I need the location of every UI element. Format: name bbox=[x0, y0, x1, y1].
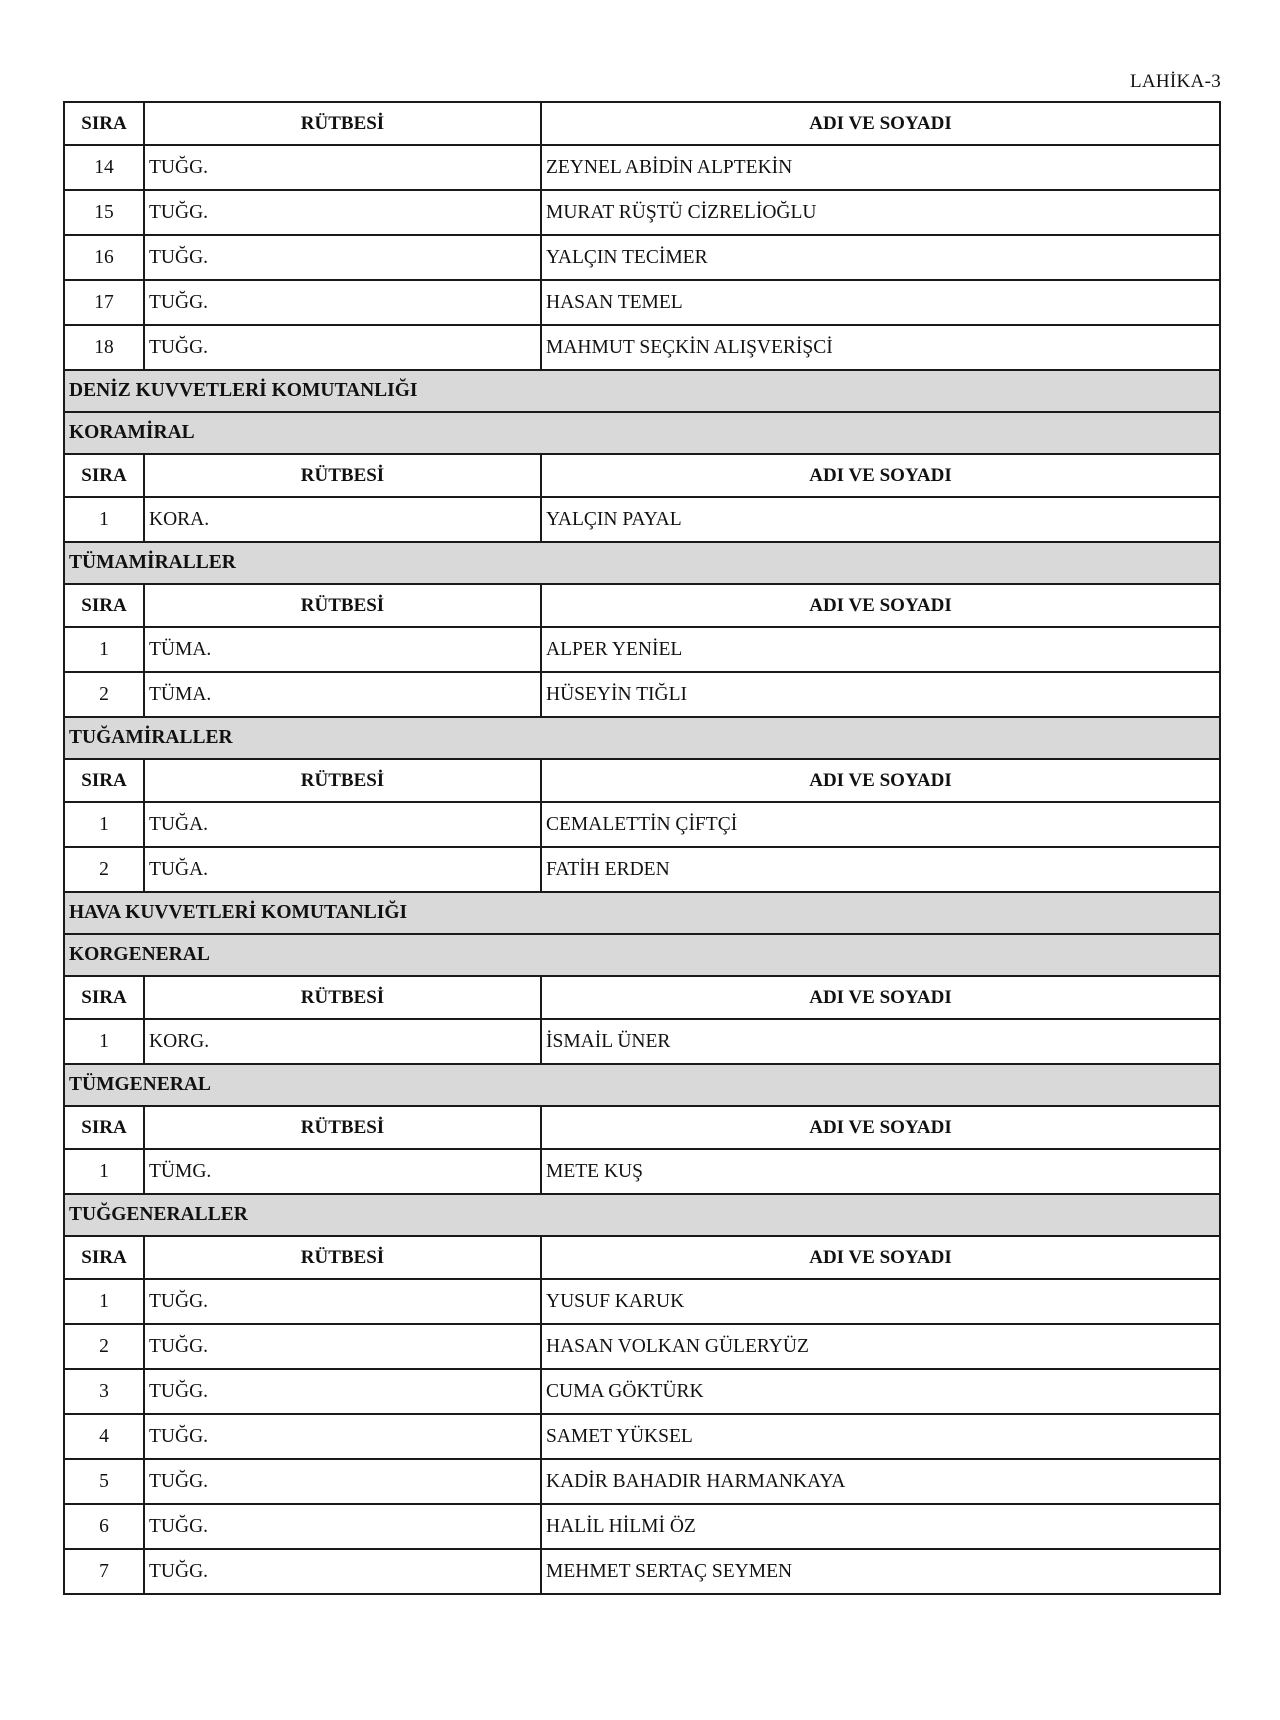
header-rutbe: RÜTBESİ bbox=[144, 1236, 541, 1279]
header-rutbe: RÜTBESİ bbox=[144, 584, 541, 627]
cell-rutbe: TUĞG. bbox=[144, 1549, 541, 1594]
table-row bbox=[64, 1369, 1220, 1414]
header-sira: SIRA bbox=[64, 976, 144, 1019]
header-sira: SIRA bbox=[64, 759, 144, 802]
roster-body bbox=[64, 102, 1220, 1594]
cell-adi-soyadi: HASAN VOLKAN GÜLERYÜZ bbox=[541, 1324, 1220, 1369]
cell-sira: 14 bbox=[64, 145, 144, 190]
table-header-row bbox=[64, 976, 1220, 1019]
table-header-row bbox=[64, 102, 1220, 145]
cell-adi-soyadi: MURAT RÜŞTÜ CİZRELİOĞLU bbox=[541, 190, 1220, 235]
cell-sira: 17 bbox=[64, 280, 144, 325]
header-adi-soyadi: ADI VE SOYADI bbox=[541, 1106, 1220, 1149]
cell-rutbe: TUĞG. bbox=[144, 190, 541, 235]
table-header-row bbox=[64, 454, 1220, 497]
cell-sira: 16 bbox=[64, 235, 144, 280]
header-sira: SIRA bbox=[64, 584, 144, 627]
cell-rutbe: TÜMA. bbox=[144, 627, 541, 672]
section-heading-row bbox=[64, 892, 1220, 934]
cell-rutbe: TUĞA. bbox=[144, 847, 541, 892]
header-sira: SIRA bbox=[64, 1106, 144, 1149]
cell-sira: 15 bbox=[64, 190, 144, 235]
table-row bbox=[64, 325, 1220, 370]
cell-sira: 7 bbox=[64, 1549, 144, 1594]
cell-adi-soyadi: SAMET YÜKSEL bbox=[541, 1414, 1220, 1459]
section-heading: KORAMİRAL bbox=[64, 412, 1220, 454]
cell-adi-soyadi: CEMALETTİN ÇİFTÇİ bbox=[541, 802, 1220, 847]
header-adi-soyadi: ADI VE SOYADI bbox=[541, 1236, 1220, 1279]
header-adi-soyadi: ADI VE SOYADI bbox=[541, 584, 1220, 627]
cell-adi-soyadi: CUMA GÖKTÜRK bbox=[541, 1369, 1220, 1414]
table-row bbox=[64, 190, 1220, 235]
cell-rutbe: KORG. bbox=[144, 1019, 541, 1064]
header-rutbe: RÜTBESİ bbox=[144, 102, 541, 145]
cell-sira: 5 bbox=[64, 1459, 144, 1504]
header-sira: SIRA bbox=[64, 1236, 144, 1279]
header-adi-soyadi: ADI VE SOYADI bbox=[541, 759, 1220, 802]
cell-rutbe: TUĞG. bbox=[144, 1369, 541, 1414]
section-heading: TÜMGENERAL bbox=[64, 1064, 1220, 1106]
section-heading: DENİZ KUVVETLERİ KOMUTANLIĞI bbox=[64, 370, 1220, 412]
cell-rutbe: TUĞG. bbox=[144, 1414, 541, 1459]
section-heading-row bbox=[64, 412, 1220, 454]
cell-rutbe: KORA. bbox=[144, 497, 541, 542]
cell-adi-soyadi: HASAN TEMEL bbox=[541, 280, 1220, 325]
cell-rutbe: TÜMA. bbox=[144, 672, 541, 717]
table-row bbox=[64, 672, 1220, 717]
table-row bbox=[64, 1019, 1220, 1064]
header-rutbe: RÜTBESİ bbox=[144, 759, 541, 802]
table-row bbox=[64, 1549, 1220, 1594]
section-heading-row bbox=[64, 370, 1220, 412]
cell-sira: 18 bbox=[64, 325, 144, 370]
table-row bbox=[64, 1324, 1220, 1369]
cell-adi-soyadi: MEHMET SERTAÇ SEYMEN bbox=[541, 1549, 1220, 1594]
table-row bbox=[64, 802, 1220, 847]
section-heading-row bbox=[64, 1064, 1220, 1106]
cell-adi-soyadi: METE KUŞ bbox=[541, 1149, 1220, 1194]
table-header-row bbox=[64, 584, 1220, 627]
cell-adi-soyadi: YUSUF KARUK bbox=[541, 1279, 1220, 1324]
cell-rutbe: TUĞA. bbox=[144, 802, 541, 847]
section-heading: HAVA KUVVETLERİ KOMUTANLIĞI bbox=[64, 892, 1220, 934]
table-header-row bbox=[64, 759, 1220, 802]
cell-rutbe: TUĞG. bbox=[144, 1324, 541, 1369]
section-heading-row bbox=[64, 1194, 1220, 1236]
table-row bbox=[64, 497, 1220, 542]
table-row bbox=[64, 280, 1220, 325]
header-adi-soyadi: ADI VE SOYADI bbox=[541, 102, 1220, 145]
cell-sira: 1 bbox=[64, 627, 144, 672]
cell-sira: 3 bbox=[64, 1369, 144, 1414]
table-row bbox=[64, 1279, 1220, 1324]
cell-rutbe: TUĞG. bbox=[144, 1504, 541, 1549]
cell-adi-soyadi: MAHMUT SEÇKİN ALIŞVERİŞCİ bbox=[541, 325, 1220, 370]
cell-rutbe: TUĞG. bbox=[144, 1459, 541, 1504]
section-heading: TÜMAMİRALLER bbox=[64, 542, 1220, 584]
cell-adi-soyadi: FATİH ERDEN bbox=[541, 847, 1220, 892]
header-adi-soyadi: ADI VE SOYADI bbox=[541, 454, 1220, 497]
header-rutbe: RÜTBESİ bbox=[144, 976, 541, 1019]
cell-sira: 1 bbox=[64, 1149, 144, 1194]
cell-sira: 2 bbox=[64, 1324, 144, 1369]
cell-sira: 6 bbox=[64, 1504, 144, 1549]
table-header-row bbox=[64, 1106, 1220, 1149]
section-heading: TUĞGENERALLER bbox=[64, 1194, 1220, 1236]
cell-rutbe: TÜMG. bbox=[144, 1149, 541, 1194]
cell-rutbe: TUĞG. bbox=[144, 325, 541, 370]
cell-adi-soyadi: ZEYNEL ABİDİN ALPTEKİN bbox=[541, 145, 1220, 190]
cell-adi-soyadi: HALİL HİLMİ ÖZ bbox=[541, 1504, 1220, 1549]
cell-sira: 2 bbox=[64, 672, 144, 717]
cell-adi-soyadi: YALÇIN PAYAL bbox=[541, 497, 1220, 542]
table-row bbox=[64, 847, 1220, 892]
section-heading-row bbox=[64, 542, 1220, 584]
table-header-row bbox=[64, 1236, 1220, 1279]
cell-adi-soyadi: HÜSEYİN TIĞLI bbox=[541, 672, 1220, 717]
cell-sira: 2 bbox=[64, 847, 144, 892]
table-row bbox=[64, 627, 1220, 672]
roster-table bbox=[63, 101, 1221, 1595]
table-row bbox=[64, 235, 1220, 280]
header-rutbe: RÜTBESİ bbox=[144, 1106, 541, 1149]
cell-sira: 1 bbox=[64, 1279, 144, 1324]
cell-sira: 1 bbox=[64, 1019, 144, 1064]
cell-sira: 4 bbox=[64, 1414, 144, 1459]
cell-rutbe: TUĞG. bbox=[144, 235, 541, 280]
section-heading-row bbox=[64, 934, 1220, 976]
cell-sira: 1 bbox=[64, 802, 144, 847]
cell-adi-soyadi: KADİR BAHADIR HARMANKAYA bbox=[541, 1459, 1220, 1504]
table-row bbox=[64, 1459, 1220, 1504]
page-label: LAHİKA-3 bbox=[1129, 71, 1221, 92]
section-heading: KORGENERAL bbox=[64, 934, 1220, 976]
table-row bbox=[64, 1149, 1220, 1194]
cell-rutbe: TUĞG. bbox=[144, 280, 541, 325]
table-row bbox=[64, 145, 1220, 190]
cell-adi-soyadi: İSMAİL ÜNER bbox=[541, 1019, 1220, 1064]
cell-adi-soyadi: ALPER YENİEL bbox=[541, 627, 1220, 672]
section-heading-row bbox=[64, 717, 1220, 759]
header-rutbe: RÜTBESİ bbox=[144, 454, 541, 497]
cell-rutbe: TUĞG. bbox=[144, 145, 541, 190]
header-sira: SIRA bbox=[64, 454, 144, 497]
table-row bbox=[64, 1414, 1220, 1459]
header-adi-soyadi: ADI VE SOYADI bbox=[541, 976, 1220, 1019]
cell-adi-soyadi: YALÇIN TECİMER bbox=[541, 235, 1220, 280]
cell-rutbe: TUĞG. bbox=[144, 1279, 541, 1324]
table-row bbox=[64, 1504, 1220, 1549]
section-heading: TUĞAMİRALLER bbox=[64, 717, 1220, 759]
cell-sira: 1 bbox=[64, 497, 144, 542]
header-sira: SIRA bbox=[64, 102, 144, 145]
